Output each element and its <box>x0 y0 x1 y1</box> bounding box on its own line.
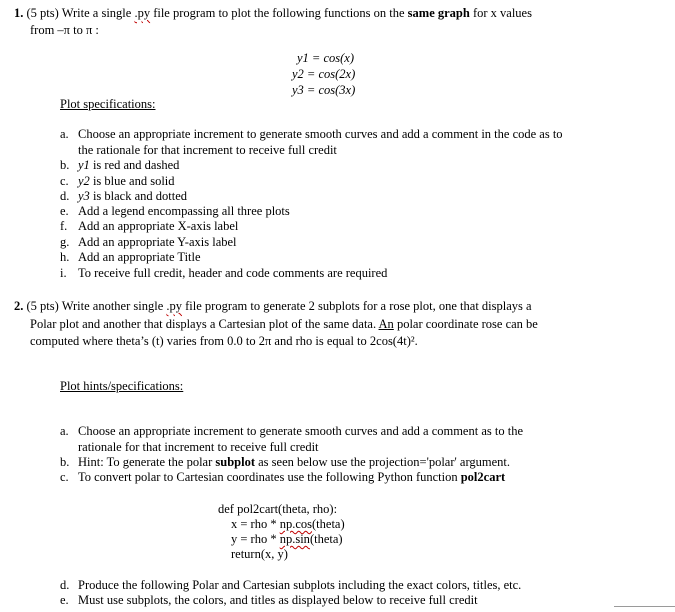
spec-text: the rationale for that increment to receive full credit <box>78 143 337 157</box>
hint-c <box>60 470 505 485</box>
spec-var: y1 <box>78 158 90 172</box>
hint-text: To convert polar to Cartesian coordinates use the following Python function <box>78 470 458 484</box>
spec-d <box>60 189 187 204</box>
spec-marker: h. <box>60 250 70 264</box>
q2-text2: file program to generate 2 subplots for a rose plot, one that displays a <box>185 299 532 313</box>
spec-e <box>60 204 290 219</box>
q2-py: .py <box>166 299 182 313</box>
q2-an: An <box>378 317 394 331</box>
spec-text: Add an appropriate Y-axis label <box>78 235 237 249</box>
spec-marker: g. <box>60 235 70 249</box>
spec-c <box>60 174 175 189</box>
hint-text: Choose an appropriate increment to generate smooth curves and add a comment as to the <box>78 424 523 438</box>
hint-marker: c. <box>60 470 69 484</box>
spec-i <box>60 266 387 281</box>
code-text2: (theta) <box>312 517 345 531</box>
spec-text: Choose an appropriate increment to generate smooth curves and add a comment in the code as to <box>78 127 563 141</box>
code-text2: (theta) <box>309 532 343 546</box>
q1-same-graph: same graph <box>407 6 470 20</box>
hint-b <box>60 455 510 470</box>
code-line4: return(x, y) <box>231 547 288 561</box>
hint-marker: e. <box>60 593 69 607</box>
spec-f <box>60 219 238 234</box>
function-y3: y3 = cos(3x) <box>292 83 356 97</box>
code-fn: np.cos <box>279 517 313 531</box>
hint-text: Must use subplots, the colors, and titles as displayed below to receive full credit <box>78 593 478 607</box>
q2-number: 2. <box>14 299 24 313</box>
hint-a <box>60 424 523 439</box>
spec-a <box>60 127 563 142</box>
q1-number: 1. <box>14 6 24 20</box>
q2-line2 <box>30 317 538 332</box>
q2-line1 <box>14 299 532 314</box>
code-fn: np.sin <box>279 532 310 546</box>
spec-marker: d. <box>60 189 70 203</box>
spec-text: is blue and solid <box>92 174 175 188</box>
q1-line1 <box>14 6 532 21</box>
page-divider <box>614 606 675 607</box>
q1-text: Write a single <box>61 6 132 20</box>
code-line2 <box>231 517 345 532</box>
code-text: x = rho * <box>231 517 277 531</box>
spec-marker: b. <box>60 158 70 172</box>
function-y1: y1 = cos(x) <box>297 51 355 65</box>
spec-var: y2 <box>78 174 90 188</box>
hint-a-cont: rationale for that increment to receive full credit <box>78 440 319 454</box>
function-y2: y2 = cos(2x) <box>292 67 356 81</box>
hint-heading: Plot hints/specifications: <box>60 379 184 393</box>
spec-text: Add an appropriate X-axis label <box>78 219 239 233</box>
q1-py: .py <box>134 6 151 20</box>
code-text: y = rho * <box>231 532 277 546</box>
hint-text: Hint: To generate the polar <box>78 455 213 469</box>
spec-g <box>60 235 237 250</box>
hint-d <box>60 578 521 593</box>
hint-text2: as seen below use the projection='polar' argument. <box>258 455 510 469</box>
hint-marker: b. <box>60 455 70 469</box>
hint-e <box>60 593 478 608</box>
spec-b <box>60 158 179 173</box>
q1-line2: from –π to π : <box>30 23 99 37</box>
q2-line3: computed where theta’s (t) varies from 0.0 to 2π and rho is equal to 2cos(4t)². <box>30 334 418 348</box>
code-line3 <box>231 532 343 547</box>
spec-h <box>60 250 201 265</box>
spec-marker: i. <box>60 266 67 280</box>
spec-text: Add a legend encompassing all three plots <box>78 204 290 218</box>
spec-marker: a. <box>60 127 69 141</box>
hint-marker: d. <box>60 578 70 592</box>
q2-text4: polar coordinate rose can be <box>396 317 538 331</box>
spec-text: is red and dashed <box>92 158 180 172</box>
q1-text2: file program to plot the following functions on the <box>153 6 405 20</box>
hint-text: Produce the following Polar and Cartesian subplots including the exact colors, titles, etc. <box>78 578 522 592</box>
q1-text3: for x values <box>472 6 532 20</box>
plot-spec-heading: Plot specifications: <box>60 97 156 111</box>
hint-bold: subplot <box>215 455 255 469</box>
q2-text: Write another single <box>61 299 164 313</box>
spec-text: Add an appropriate Title <box>78 250 201 264</box>
spec-marker: e. <box>60 204 69 218</box>
spec-var: y3 <box>78 189 90 203</box>
code-line1: def pol2cart(theta, rho): <box>218 502 338 516</box>
q1-points: (5 pts) <box>26 6 59 20</box>
hint-bold: pol2cart <box>460 470 506 484</box>
spec-text: To receive full credit, header and code comments are required <box>78 266 388 280</box>
hint-marker: a. <box>60 424 69 438</box>
q2-text3: Polar plot and another that displays a Cartesian plot of the same data. <box>30 317 377 331</box>
q2-points: (5 pts) <box>26 299 59 313</box>
spec-marker: f. <box>60 219 68 233</box>
spec-marker: c. <box>60 174 69 188</box>
spec-text: is black and dotted <box>92 189 188 203</box>
spec-a-cont <box>78 143 337 158</box>
